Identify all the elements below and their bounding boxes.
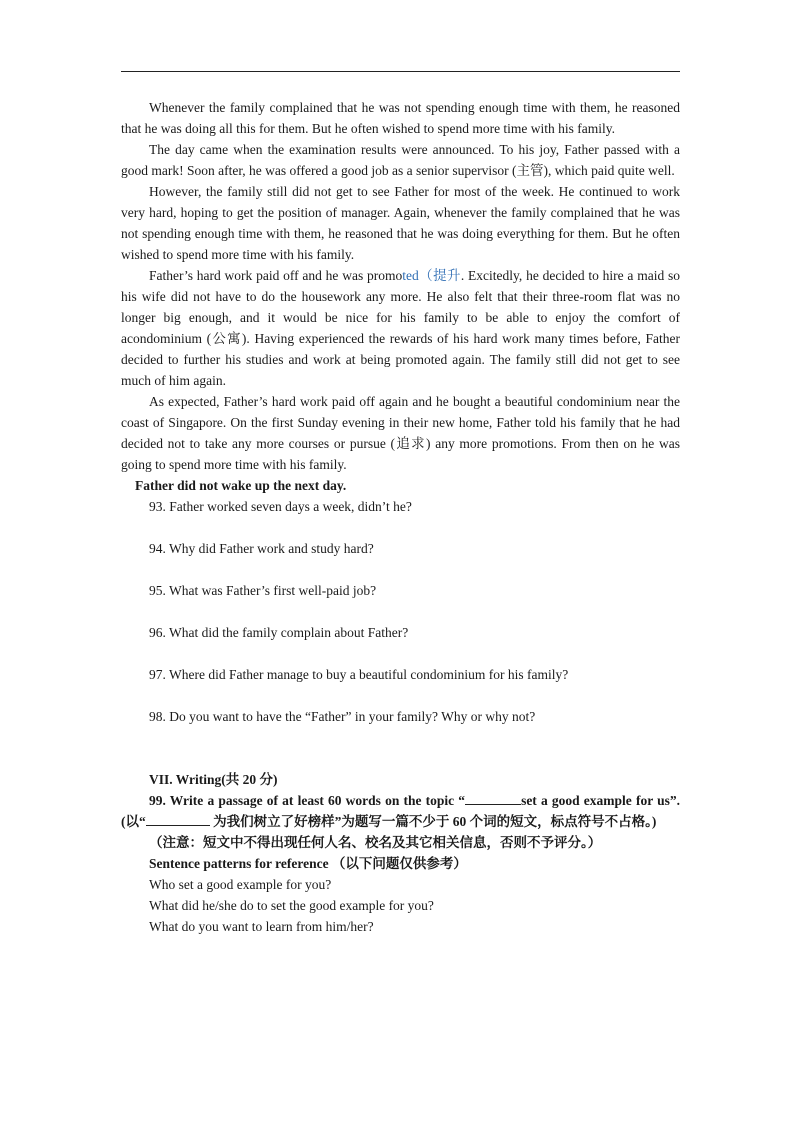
question-93: 93. Father worked seven days a week, didn’t he? xyxy=(149,499,412,514)
question-96: 96. What did the family complain about Father? xyxy=(149,625,409,640)
question-94: 94. Why did Father work and study hard? xyxy=(149,541,374,556)
question-95: 95. What was Father’s first well-paid job? xyxy=(149,583,377,598)
passage-paragraph-4 xyxy=(121,265,680,391)
passage-paragraph-3: However, the family still did not get to see Father for most of the week. He continued to work very hard, hoping to get the position of manager. Again, whenever the family complained that he was not spending enough time with them, he reasoned that he was doing everything for them. But he often wished to spend more time with his family. xyxy=(121,184,680,262)
pattern-1: Who set a good example for you? xyxy=(149,877,332,892)
writing-heading: VII. Writing(共 20 分) xyxy=(149,772,278,787)
writing-note: （注意：短文中不得出现任何人名、校名及其它相关信息，否则不予评分。） xyxy=(149,835,602,850)
passage-paragraph-5: As expected, Father’s hard work paid off again and he bought a beautiful condominium near the coast of Singapore. On the first Sunday evening in their new home, Father told his family that he had decided not to take any more courses or pursue (追求) any more promotions. From then on he was going to spend more time with his family. xyxy=(121,394,680,472)
highlighted-text: ted（提升 xyxy=(402,268,461,283)
task-part-1: 99. Write a passage of at least 60 words on the topic “ xyxy=(149,793,466,808)
passage-paragraph-1: Whenever the family complained that he was not spending enough time with them, he reasoned that he was doing all this for them. But he often wished to spend more time with his family. xyxy=(121,100,680,136)
passage-paragraph-2: The day came when the examination results were announced. To his joy, Father passed with a good mark! Soon after, he was offered a good job as a senior supervisor (主管), which paid quite well. xyxy=(121,142,680,178)
task-part-2: set a good example for us”. (以“ xyxy=(121,793,680,829)
paragraph-4-start: Father’s hard work paid off and he was promo xyxy=(149,268,403,283)
header-rule xyxy=(121,71,680,72)
question-97: 97. Where did Father manage to buy a beautiful condominium for his family? xyxy=(149,667,569,682)
pattern-3: What do you want to learn from him/her? xyxy=(149,919,374,934)
passage-final-line: Father did not wake up the next day. xyxy=(135,478,347,493)
task-part-3: 为我们树立了好榜样”为题写一篇不少于 60 个词的短文，标点符号不占格。) xyxy=(209,814,657,829)
topic-blank xyxy=(465,792,521,805)
pattern-2: What did he/she do to set the good example for you? xyxy=(149,898,434,913)
topic-blank-chinese xyxy=(146,813,210,826)
question-98: 98. Do you want to have the “Father” in your family? Why or why not? xyxy=(149,709,536,724)
document-page xyxy=(121,97,680,937)
paragraph-4-rest: . Excitedly, he decided to hire a maid so his wife did not have to do the housework any more. He also felt that their three-room flat was no longer big enough, and it would be nice for his family to be able to enjoy the comfort of acondominium (公寓). Having experienced the rewards of his hard work many times before, Father decided to further his studies and work at being promoted again. The family still did not get to see much of him again. xyxy=(121,268,680,388)
writing-task xyxy=(121,790,680,832)
patterns-title: Sentence patterns for reference （以下问题仅供参考） xyxy=(149,856,467,871)
